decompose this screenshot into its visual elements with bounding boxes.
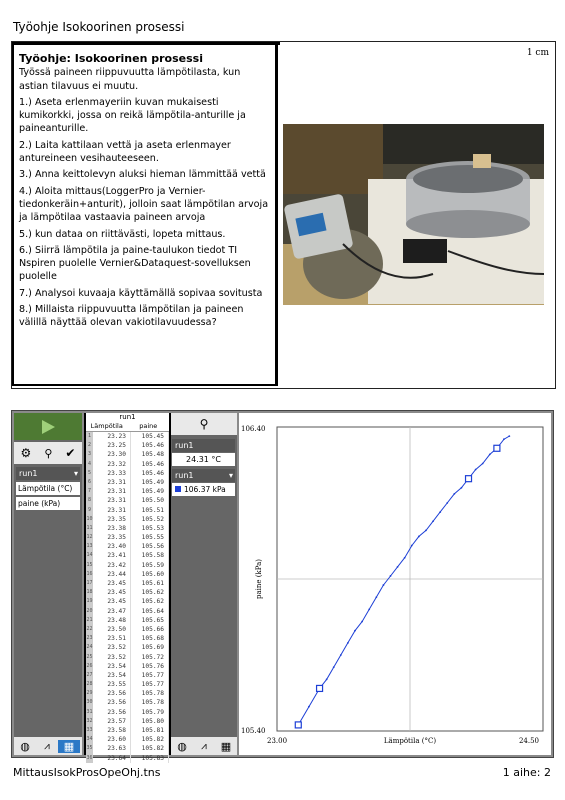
- table-row[interactable]: [86, 561, 169, 570]
- x-max-label: 24.50: [518, 737, 539, 745]
- data-point: [340, 654, 342, 656]
- table-row[interactable]: [86, 570, 169, 579]
- row-number: 28: [86, 680, 93, 689]
- row-number: 13: [86, 542, 93, 551]
- cell-pressure[interactable]: 105.49: [131, 487, 169, 496]
- cell-temperature[interactable]: 23.45: [93, 579, 131, 588]
- data-point: [347, 642, 349, 644]
- row-number: 23: [86, 634, 93, 643]
- notes-step: 4.) Aloita mittaus(LoggerPro ja Vernier-tiedonkeräin+anturit), jolloin saat lämpötilan arvoja ja lämpötilaa vastaavia paineen arvoja: [19, 185, 269, 224]
- cell-pressure[interactable]: 105.79: [131, 708, 169, 717]
- cell-temperature[interactable]: 23.38: [93, 524, 131, 533]
- table-row[interactable]: [86, 588, 169, 597]
- play-icon: [40, 419, 56, 435]
- cell-pressure[interactable]: 105.61: [131, 579, 169, 588]
- dataquest-left-panel: [14, 413, 82, 755]
- footer-filename: MittausIsokProsOpeOhj.tns: [13, 766, 161, 779]
- row-number: 9: [86, 506, 93, 515]
- data-point: [432, 520, 434, 522]
- table-row[interactable]: [86, 460, 169, 469]
- cell-temperature[interactable]: 23.31: [93, 487, 131, 496]
- cell-temperature[interactable]: 23.31: [93, 506, 131, 515]
- table-body: [86, 432, 169, 763]
- cell-pressure[interactable]: 105.51: [131, 506, 169, 515]
- row-number: 12: [86, 533, 93, 542]
- row-number: 36: [86, 754, 93, 763]
- cell-pressure[interactable]: 105.82: [131, 735, 169, 744]
- notes-step: 3.) Anna keittolevyn aluksi hieman lämmittää vettä: [19, 169, 266, 181]
- cell-pressure[interactable]: 105.56: [131, 542, 169, 551]
- data-point: [361, 621, 363, 623]
- table-row[interactable]: [86, 496, 169, 505]
- table-row[interactable]: [86, 441, 169, 450]
- row-number: 14: [86, 551, 93, 560]
- table-row[interactable]: [86, 533, 169, 542]
- data-point: [383, 584, 385, 586]
- table-row[interactable]: [86, 607, 169, 616]
- cell-pressure[interactable]: 105.65: [131, 616, 169, 625]
- cell-temperature[interactable]: 23.45: [93, 597, 131, 606]
- cell-pressure[interactable]: 105.81: [131, 726, 169, 735]
- cell-temperature[interactable]: 23.41: [93, 551, 131, 560]
- table-row[interactable]: [86, 616, 169, 625]
- table-row[interactable]: [86, 717, 169, 726]
- table-row[interactable]: [86, 634, 169, 643]
- row-number: 8: [86, 496, 93, 505]
- toolbar: [14, 442, 82, 464]
- table-row[interactable]: [86, 542, 169, 551]
- notes-step: 1.) Aseta erlenmayeriin kuvan mukaisesti kumikorkki, jossa on reikä lämpötila-anturille ja paineanturille.: [19, 96, 246, 135]
- data-point: [354, 630, 356, 632]
- cell-pressure[interactable]: 105.78: [131, 689, 169, 698]
- data-point: [375, 596, 377, 598]
- row-number: 19: [86, 597, 93, 606]
- cell-pressure[interactable]: 105.46: [131, 441, 169, 450]
- meter-view-icon[interactable]: ◍: [20, 739, 30, 753]
- data-point: [482, 463, 484, 465]
- cell-temperature[interactable]: 23.52: [93, 643, 131, 652]
- data-marker: [466, 476, 472, 482]
- row-number: 11: [86, 524, 93, 533]
- row-number: 6: [86, 478, 93, 487]
- sensor-temperature[interactable]: Lämpötila (°C): [16, 482, 80, 495]
- row-number: 29: [86, 689, 93, 698]
- row-number: 5: [86, 469, 93, 478]
- cell-temperature[interactable]: 23.54: [93, 671, 131, 680]
- data-point: [418, 536, 420, 538]
- cell-temperature[interactable]: 23.35: [93, 515, 131, 524]
- graph-view-icon[interactable]: ⩘: [201, 740, 207, 752]
- start-collection-button[interactable]: [14, 413, 82, 440]
- footer-page-info: 1 aihe: 2: [502, 766, 551, 779]
- data-marker: [494, 445, 500, 451]
- column-header-pressure[interactable]: paine: [139, 422, 158, 430]
- check-icon[interactable]: ✔: [65, 446, 76, 460]
- cell-temperature[interactable]: 23.47: [93, 607, 131, 616]
- data-point: [461, 487, 463, 489]
- table-row[interactable]: [86, 662, 169, 671]
- meter-view-icon[interactable]: ◍: [177, 739, 187, 753]
- data-point: [333, 666, 335, 668]
- graph-toolbar: [171, 413, 237, 435]
- row-number: 32: [86, 717, 93, 726]
- cell-temperature[interactable]: 23.32: [93, 460, 131, 469]
- graph-panel[interactable]: [239, 413, 551, 755]
- cell-pressure[interactable]: 105.55: [131, 533, 169, 542]
- data-point: [308, 706, 310, 708]
- notes-step: 8.) Millaista riippuvuutta lämpötilan ja paineen välillä näyttää olevan vakiotilavuudessa?: [19, 304, 244, 329]
- data-point: [404, 557, 406, 559]
- y-max-label: 106.40: [241, 425, 266, 433]
- cell-temperature[interactable]: 23.60: [93, 735, 131, 744]
- cell-pressure[interactable]: 105.46: [131, 469, 169, 478]
- data-point: [397, 566, 399, 568]
- row-number: 22: [86, 625, 93, 634]
- data-point: [439, 511, 441, 513]
- row-number: 1: [86, 432, 93, 441]
- cell-temperature[interactable]: 23.63: [93, 744, 131, 753]
- notes-step: 6.) Siirrä lämpötila ja paine-taulukon tiedot TI Nspiren puolelle Vernier&Dataquest-sovelluksen puolelle: [19, 244, 251, 283]
- page-2-dataquest: [11, 410, 554, 762]
- temperature-meter: 24.31 °C: [172, 453, 235, 466]
- cell-pressure[interactable]: 105.78: [131, 698, 169, 707]
- table-row[interactable]: [86, 680, 169, 689]
- row-number: 15: [86, 561, 93, 570]
- legend-swatch: [175, 486, 181, 492]
- table-row[interactable]: [86, 515, 169, 524]
- data-point: [368, 609, 370, 611]
- row-number: 26: [86, 662, 93, 671]
- page-1-notes: [11, 41, 556, 389]
- cell-pressure[interactable]: 105.76: [131, 662, 169, 671]
- table-row[interactable]: [86, 551, 169, 560]
- cell-temperature[interactable]: 23.31: [93, 496, 131, 505]
- data-point: [503, 438, 505, 440]
- table-row[interactable]: [86, 735, 169, 744]
- data-point: [411, 545, 413, 547]
- table-row[interactable]: [86, 450, 169, 459]
- document-title: Työohje Isokoorinen prosessi: [13, 20, 185, 34]
- pressure-temperature-chart[interactable]: [239, 413, 551, 755]
- row-number: 18: [86, 588, 93, 597]
- row-number: 34: [86, 735, 93, 744]
- notes-step: 7.) Analysoi kuvaaja käyttämällä sopivaa sovitusta: [19, 287, 263, 299]
- table-row[interactable]: [86, 744, 169, 753]
- cell-temperature[interactable]: 23.56: [93, 708, 131, 717]
- cell-temperature[interactable]: 23.40: [93, 542, 131, 551]
- data-point: [508, 435, 510, 437]
- row-number: 24: [86, 643, 93, 652]
- row-number: 30: [86, 698, 93, 707]
- cell-temperature[interactable]: 23.52: [93, 653, 131, 662]
- table-row[interactable]: [86, 698, 169, 707]
- cell-temperature[interactable]: 23.35: [93, 533, 131, 542]
- table-view-icon[interactable]: ▦: [220, 739, 232, 753]
- table-row[interactable]: [86, 506, 169, 515]
- row-number: 20: [86, 607, 93, 616]
- meter-panel: [171, 413, 237, 755]
- x-axis-label: Lämpötila (°C): [383, 737, 437, 745]
- legend-run-selector[interactable]: run1 ▾: [172, 469, 235, 482]
- cell-temperature[interactable]: 23.51: [93, 634, 131, 643]
- table-row[interactable]: [86, 708, 169, 717]
- gear-icon[interactable]: ⚙: [20, 446, 32, 460]
- run-selector[interactable]: run1 ▾: [16, 467, 80, 480]
- row-number: 33: [86, 726, 93, 735]
- row-number: 31: [86, 708, 93, 717]
- cell-pressure[interactable]: 105.80: [131, 717, 169, 726]
- row-number: 17: [86, 579, 93, 588]
- table-row[interactable]: [86, 432, 169, 441]
- cell-pressure[interactable]: 105.46: [131, 460, 169, 469]
- cell-temperature[interactable]: 23.54: [93, 662, 131, 671]
- notes-step: 5.) kun dataa on riittävästi, lopeta mittaus.: [19, 228, 226, 240]
- table-row[interactable]: [86, 671, 169, 680]
- cell-temperature[interactable]: 23.57: [93, 717, 131, 726]
- cell-temperature[interactable]: 23.50: [93, 625, 131, 634]
- data-marker: [295, 722, 301, 728]
- data-point: [475, 469, 477, 471]
- table-row[interactable]: [86, 597, 169, 606]
- view-switcher: [171, 737, 237, 755]
- table-row[interactable]: [86, 478, 169, 487]
- table-row[interactable]: [86, 579, 169, 588]
- cell-temperature[interactable]: 23.45: [93, 588, 131, 597]
- cell-pressure[interactable]: 105.64: [131, 607, 169, 616]
- row-number: 4: [86, 460, 93, 469]
- row-number: 16: [86, 570, 93, 579]
- cell-pressure[interactable]: 105.59: [131, 561, 169, 570]
- cell-pressure[interactable]: 105.68: [131, 634, 169, 643]
- legend-pressure[interactable]: 106.37 kPa: [172, 483, 235, 496]
- cell-temperature[interactable]: 23.48: [93, 616, 131, 625]
- data-point: [446, 502, 448, 504]
- x-min-label: 23.00: [267, 737, 288, 745]
- data-table: [84, 413, 171, 762]
- table-view-icon[interactable]: ▦: [58, 740, 80, 753]
- row-number: 10: [86, 515, 93, 524]
- cell-pressure[interactable]: 105.62: [131, 588, 169, 597]
- table-row[interactable]: [86, 524, 169, 533]
- cell-temperature[interactable]: 23.55: [93, 680, 131, 689]
- cell-temperature[interactable]: 23.58: [93, 726, 131, 735]
- table-row[interactable]: [86, 625, 169, 634]
- table-row[interactable]: [86, 689, 169, 698]
- cell-temperature[interactable]: 23.25: [93, 441, 131, 450]
- row-number: 27: [86, 671, 93, 680]
- scale-label: 1 cm: [526, 48, 549, 58]
- notes-intro: Työssä paineen riippuvuutta lämpötilasta, kun astian tilavuus ei muutu.: [19, 67, 241, 92]
- cell-pressure[interactable]: 105.48: [131, 450, 169, 459]
- row-number: 3: [86, 450, 93, 459]
- row-number: 7: [86, 487, 93, 496]
- graph-view-icon[interactable]: ⩘: [44, 740, 50, 752]
- table-row[interactable]: [86, 469, 169, 478]
- cell-temperature[interactable]: 23.31: [93, 478, 131, 487]
- cell-pressure[interactable]: 105.77: [131, 671, 169, 680]
- table-row[interactable]: [86, 487, 169, 496]
- data-point: [390, 575, 392, 577]
- row-number: 35: [86, 744, 93, 753]
- pin-icon[interactable]: ⚲: [44, 446, 53, 460]
- row-number: 2: [86, 441, 93, 450]
- data-point: [326, 678, 328, 680]
- table-row[interactable]: [86, 726, 169, 735]
- table-row[interactable]: [86, 754, 169, 763]
- cell-pressure[interactable]: 105.62: [131, 597, 169, 606]
- column-header-temperature[interactable]: Lämpötila: [90, 422, 123, 430]
- cell-pressure[interactable]: 105.58: [131, 551, 169, 560]
- cell-pressure[interactable]: 105.69: [131, 643, 169, 652]
- data-point: [489, 453, 491, 455]
- cell-temperature[interactable]: 23.33: [93, 469, 131, 478]
- cell-temperature[interactable]: 23.23: [93, 432, 131, 441]
- notes-step: 2.) Laita kattilaan vettä ja aseta erlenmayer antureineen vesihauteeseen.: [19, 139, 231, 165]
- cell-temperature[interactable]: 23.30: [93, 450, 131, 459]
- run-label: run1: [172, 439, 235, 452]
- data-marker: [317, 685, 323, 691]
- data-line: [298, 436, 509, 725]
- data-point: [425, 529, 427, 531]
- table-row[interactable]: [86, 643, 169, 652]
- notes-panel[interactable]: [12, 42, 278, 386]
- cell-pressure[interactable]: 105.53: [131, 524, 169, 533]
- row-number: 25: [86, 653, 93, 662]
- experiment-photo: [283, 124, 544, 305]
- cell-temperature[interactable]: 23.56: [93, 689, 131, 698]
- view-switcher: [14, 737, 82, 755]
- cell-pressure[interactable]: 105.72: [131, 653, 169, 662]
- row-number: 21: [86, 616, 93, 625]
- cell-pressure[interactable]: 105.50: [131, 496, 169, 505]
- data-point: [453, 493, 455, 495]
- sensor-pressure[interactable]: paine (kPa): [16, 497, 80, 510]
- cell-temperature[interactable]: 23.42: [93, 561, 131, 570]
- table-row[interactable]: [86, 653, 169, 662]
- cell-pressure[interactable]: 105.49: [131, 478, 169, 487]
- cell-temperature[interactable]: 23.64: [93, 754, 131, 763]
- cell-temperature[interactable]: 23.56: [93, 698, 131, 707]
- cell-temperature[interactable]: 23.44: [93, 570, 131, 579]
- y-min-label: 105.40: [241, 727, 266, 735]
- notes-heading: Työohje: Isokoorinen prosessi: [19, 52, 203, 65]
- table-title: run1: [119, 413, 136, 421]
- cell-pressure[interactable]: 105.82: [131, 744, 169, 753]
- cell-pressure[interactable]: 105.66: [131, 625, 169, 634]
- cell-pressure[interactable]: 105.45: [131, 432, 169, 441]
- cell-pressure[interactable]: 105.83: [131, 754, 169, 763]
- cell-pressure[interactable]: 105.52: [131, 515, 169, 524]
- cell-pressure[interactable]: 105.60: [131, 570, 169, 579]
- y-axis-label: paine (kPa): [255, 558, 263, 600]
- pin-icon[interactable]: ⚲: [199, 417, 209, 431]
- cell-pressure[interactable]: 105.77: [131, 680, 169, 689]
